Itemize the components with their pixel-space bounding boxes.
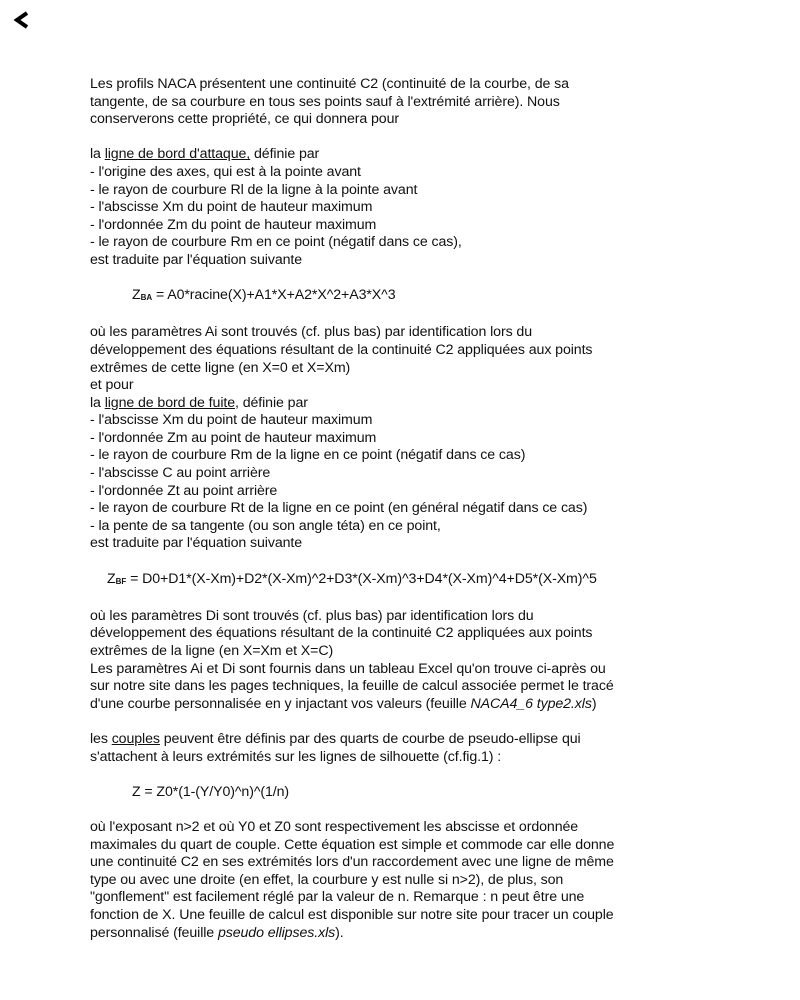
paragraph-line: "gonflement" est facilement réglé par la valeur de n. Remarque : n peut être une (90, 889, 585, 906)
paragraph-line: tangente, de sa courbure en tous ses points sauf à l'extrémité arrière). Nous (90, 93, 560, 110)
paragraph-line: où les paramètres Ai sont trouvés (cf. plus bas) par identification lors du (90, 324, 532, 341)
chevron-left-icon (10, 8, 36, 34)
paragraph-line: s'attachent à leurs extrémités sur les lignes de silhouette (cf.fig.1) : (90, 748, 502, 765)
paragraph-line: sur notre site dans les pages techniques, la feuille de calcul associée permet le tracé (90, 678, 614, 695)
paragraph-line: et pour (90, 377, 134, 394)
list-item: - l'abscisse Xm du point de hauteur maximum (90, 412, 373, 429)
underlined-term: ligne de bord de fuite, (104, 394, 239, 411)
list-item: - le rayon de courbure Rl de la ligne à la pointe avant (90, 181, 418, 198)
list-item: - l'origine des axes, qui est à la pointe avant (90, 163, 361, 180)
equation-bord-attaque: ZBA = A0*racine(X)+A1*X+A2*X^2+A3*X^3 (132, 287, 396, 304)
list-item: - le rayon de courbure Rm en ce point (négatif dans ce cas), (90, 234, 462, 251)
equation-bord-fuite: ZBF = D0+D1*(X-Xm)+D2*(X-Xm)^2+D3*(X-Xm)^3+D4*(X-Xm)^4+D5*(X-Xm)^5 (107, 570, 597, 587)
list-item: - la pente de sa tangente (ou son angle téta) en ce point, (90, 517, 441, 534)
paragraph-line: est traduite par l'équation suivante (90, 535, 303, 552)
paragraph-line: où les paramètres Di sont trouvés (cf. plus bas) par identification lors du (90, 607, 534, 624)
paragraph-line: maximales du quart de couple. Cette équation est simple et commode car elle donne (90, 836, 615, 853)
paragraph-line: fonction de X. Une feuille de calcul est disponible sur notre site pour tracer un couple (90, 906, 614, 923)
file-name: pseudo ellipses.xls (217, 924, 336, 941)
equation-couple: Z = Z0*(1-(Y/Y0)^n)^(1/n) (132, 783, 290, 800)
paragraph-line: personnalisé (feuille pseudo ellipses.xls). (90, 924, 344, 941)
underlined-term: couples (111, 730, 160, 747)
paragraph-line: extrêmes de cette ligne (en X=0 et X=Xm) (90, 359, 351, 376)
list-item: - l'abscisse C au point arrière (90, 465, 271, 482)
section-heading-line: la ligne de bord de fuite, définie par (90, 394, 308, 411)
underlined-term: ligne de bord d'attaque, (104, 146, 251, 163)
paragraph-line: développement des équations résultant de la continuité C2 appliquées aux points (90, 625, 593, 642)
list-item: - l'ordonnée Zt au point arrière (90, 482, 278, 499)
list-item: - l'abscisse Xm du point de hauteur maximum (90, 199, 373, 216)
back-button[interactable] (10, 8, 36, 34)
list-item: - l'ordonnée Zm au point de hauteur maximum (90, 429, 377, 446)
paragraph-line: type ou avec une droite (en effet, la courbure y est nulle si n>2), de plus, son (90, 871, 564, 888)
paragraph-line: où l'exposant n>2 et où Y0 et Z0 sont respectivement les abscisse et ordonnée (90, 818, 579, 835)
file-name: NACA4_6 type2.xls (470, 695, 592, 712)
paragraph-line: développement des équations résultant de la continuité C2 appliquées aux points (90, 341, 593, 358)
paragraph-line: conserverons cette propriété, ce qui donnera pour (90, 111, 399, 128)
paragraph-line: d'une courbe personnalisée en y injactant vos valeurs (feuille NACA4_6 type2.xls) (90, 695, 597, 712)
paragraph-line: Les profils NACA présentent une continuité C2 (continuité de la courbe, de sa (90, 76, 569, 92)
section-heading-line: la ligne de bord d'attaque, définie par (90, 146, 320, 163)
paragraph-line: est traduite par l'équation suivante (90, 251, 303, 268)
paragraph-line: extrêmes de la ligne (en X=Xm et X=C) (90, 643, 334, 659)
paragraph-line: Les paramètres Ai et Di sont fournis dans un tableau Excel qu'on trouve ci-après ou (90, 660, 606, 677)
list-item: - le rayon de courbure Rm de la ligne en ce point (négatif dans ce cas) (90, 447, 526, 464)
section-heading-line: les couples peuvent être définis par des quarts de courbe de pseudo-ellipse qui (90, 730, 581, 747)
list-item: - l'ordonnée Zm du point de hauteur maximum (90, 216, 377, 233)
document-body (90, 76, 710, 942)
paragraph-line: une continuité C2 en ses extrémités lors d'un raccordement avec une ligne de même (90, 854, 614, 871)
list-item: - le rayon de courbure Rt de la ligne en ce point (en général négatif dans ce cas) (90, 500, 588, 517)
